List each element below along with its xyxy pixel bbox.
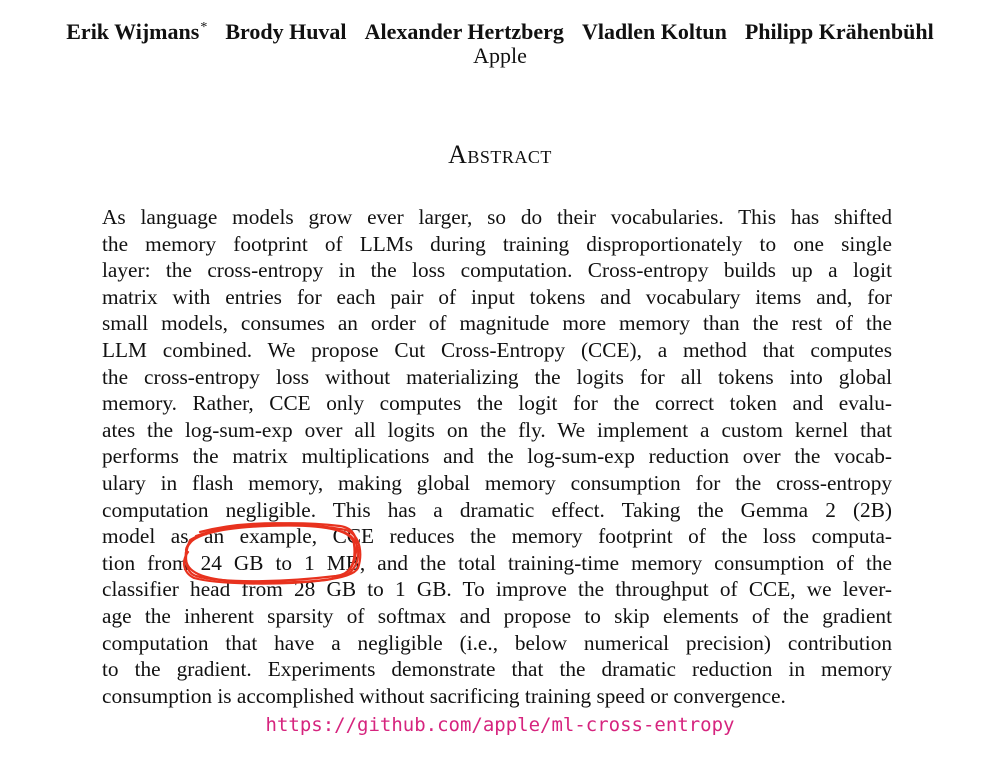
affiliation: Apple: [473, 43, 527, 68]
abstract-line: computation that have a negligible (i.e., below numerical precision) contribution: [102, 630, 892, 655]
author-name: Brody Huval: [225, 19, 347, 44]
abstract-line: LLM combined. We propose Cut Cross-Entropy (CCE), a method that computes: [102, 337, 892, 362]
equal-contribution-mark: *: [200, 20, 208, 35]
abstract-line: small models, consumes an order of magnitude more memory than the rest of the: [102, 311, 892, 336]
abstract-line: ulary in flash memory, making global memory consumption for the cross-entropy: [102, 470, 892, 495]
abstract-line: layer: the cross-entropy in the loss computation. Cross-entropy builds up a logit: [102, 258, 892, 283]
abstract-line: computation negligible. This has a dramatic effect. Taking the Gemma 2 (2B): [102, 497, 892, 522]
abstract-line: matrix with entries for each pair of input tokens and vocabulary items and, for: [102, 284, 892, 309]
abstract-body: [102, 204, 892, 709]
abstract-line: tion from 24 GB to 1 MB, and the total training-time memory consumption of the: [102, 550, 892, 575]
author-name: Philipp Krähenbühl: [744, 19, 934, 44]
abstract-line: model as an example, CCE reduces the memory footprint of the loss computa-: [102, 524, 892, 549]
author-name: Vladlen Koltun: [581, 19, 727, 44]
abstract-line: consumption is accomplished without sacrificing training speed or convergence.: [102, 683, 786, 708]
abstract-line: age the inherent sparsity of softmax and propose to skip elements of the gradient: [102, 603, 892, 628]
abstract-line: As language models grow ever larger, so do their vocabularies. This has shifted: [102, 205, 892, 229]
repository-url-link[interactable]: https://github.com/apple/ml-cross-entropy: [265, 714, 735, 736]
abstract-line: to the gradient. Experiments demonstrate that the dramatic reduction in memory: [102, 657, 892, 682]
abstract-line: performs the matrix multiplications and the log-sum-exp reduction over the vocab-: [102, 444, 892, 469]
author-name: Erik Wijmans*: [66, 19, 208, 44]
abstract-line: the memory footprint of LLMs during training disproportionately to one single: [102, 231, 892, 256]
author-name: Alexander Hertzberg: [364, 19, 564, 44]
abstract-heading: Abstract: [448, 140, 552, 169]
abstract-line: ates the log-sum-exp over all logits on the fly. We implement a custom kernel that: [102, 417, 892, 442]
abstract-line: the cross-entropy loss without materializing the logits for all tokens into global: [102, 364, 892, 389]
abstract-line: memory. Rather, CCE only computes the logit for the correct token and evalu-: [102, 391, 892, 416]
abstract-line: classifier head from 28 GB to 1 GB. To improve the throughput of CCE, we lever-: [102, 577, 892, 602]
